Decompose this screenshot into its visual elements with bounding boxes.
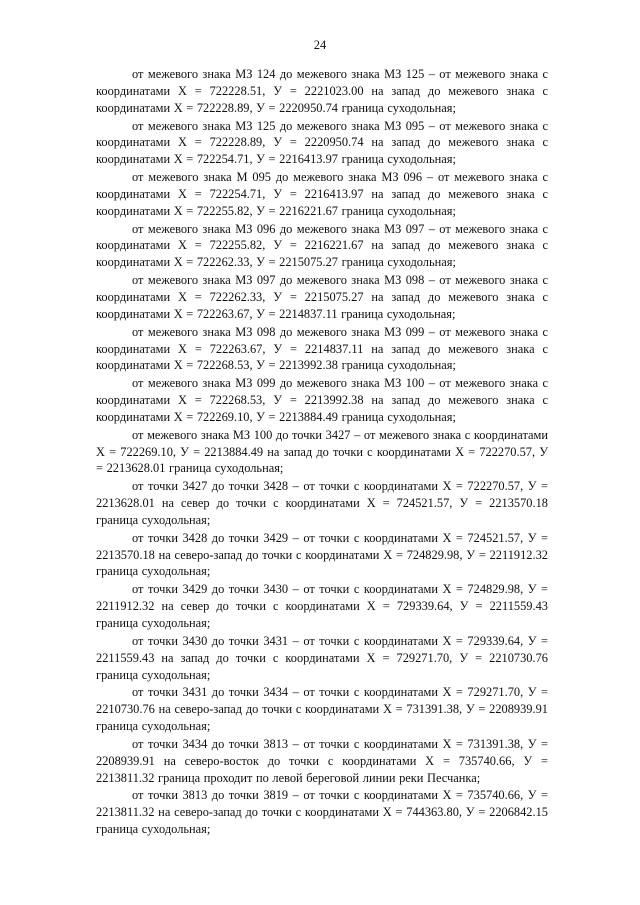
paragraph: от межевого знака МЗ 098 до межевого знака МЗ 099 – от межевого знака с координатами X = 722263.67, У = 2214837.11 на запад до межевого знака с координатами X = 722268.53, У = 2213992.38 граница суходольная; — [96, 324, 548, 373]
paragraph: от точки 3431 до точки 3434 – от точки с координатами X = 729271.70, У = 2210730.76 на северо-запад до точки с координатами X = 731391.38, У = 2208939.91 граница суходольная; — [96, 685, 548, 734]
paragraph: от межевого знака МЗ 125 до межевого знака МЗ 095 – от межевого знака с координатами X = 722228.89, У = 2220950.74 на запад до межевого знака с координатами X = 722254.71, У = 2216413.97 граница суходольная; — [96, 118, 548, 167]
paragraph: от межевого знака МЗ 100 до точки 3427 – от межевого знака с координатами X = 722269.10, У = 2213884.49 на запад до точки с координатами X = 722270.57, У = 2213628.01 граница суходольная; — [96, 427, 548, 476]
paragraph: от межевого знака МЗ 099 до межевого знака МЗ 100 – от межевого знака с координатами X = 722268.53, У = 2213992.38 на запад до межевого знака с координатами X = 722269.10, У = 2213884.49 граница суходольная; — [96, 376, 548, 424]
paragraph: от точки 3813 до точки 3819 – от точки с координатами X = 735740.66, У = 2213811.32 на северо-запад до точки с координатами X = 744363.80, У = 2206842.15 граница суходольная; — [96, 788, 548, 837]
paragraph: от точки 3428 до точки 3429 – от точки с координатами X = 724521.57, У = 2213570.18 на северо-запад до точки с координатами X = 724829.98, У = 2211912.32 граница суходольная; — [96, 530, 548, 579]
paragraph: от точки 3429 до точки 3430 – от точки с координатами X = 724829.98, У = 2211912.32 на север до точки с координатами X = 729339.64, У = 2211559.43 граница суходольная; — [96, 582, 548, 630]
paragraph: от точки 3427 до точки 3428 – от точки с координатами X = 722270.57, У = 2213628.01 на север до точки с координатами X = 724521.57, У = 2213570.18 граница суходольная; — [96, 479, 548, 527]
paragraph: от точки 3430 до точки 3431 – от точки с координатами X = 729339.64, У = 2211559.43 на запад до точки с координатами X = 729271.70, У = 2210730.76 граница суходольная; — [96, 633, 548, 682]
paragraph: от межевого знака МЗ 096 до межевого знака МЗ 097 – от межевого знака с координатами X = 722255.82, У = 2216221.67 на запад до межевого знака с координатами X = 722262.33, У = 2215075.27 граница суходольная; — [96, 221, 548, 270]
page-number: 24 — [313, 38, 327, 52]
paragraph: от точки 3434 до точки 3813 – от точки с координатами X = 731391.38, У = 2208939.91 на северо-восток до точки с координатами X = 735740.66, У = 2213811.32 граница проходит по левой береговой линии реки Песчанка; — [96, 736, 548, 785]
paragraph: от межевого знака МЗ 124 до межевого знака МЗ 125 – от межевого знака с координатами X = 722228.51, У = 2221023.00 на запад до межевого знака с координатами X = 722228.89, У = 2220950.74 граница суходольная; — [96, 67, 548, 115]
paragraph: от межевого знака М 095 до межевого знака МЗ 096 – от межевого знака с координатами X = 722254.71, У = 2216413.97 на запад до межевого знака с координатами X = 722255.82, У = 2216221.67 граница суходольная; — [96, 170, 548, 218]
body-text — [96, 66, 548, 839]
paragraph: от межевого знака МЗ 097 до межевого знака МЗ 098 – от межевого знака с координатами X = 722262.33, У = 2215075.27 на запад до межевого знака с координатами X = 722263.67, У = 2214837.11 граница суходольная; — [96, 273, 548, 321]
